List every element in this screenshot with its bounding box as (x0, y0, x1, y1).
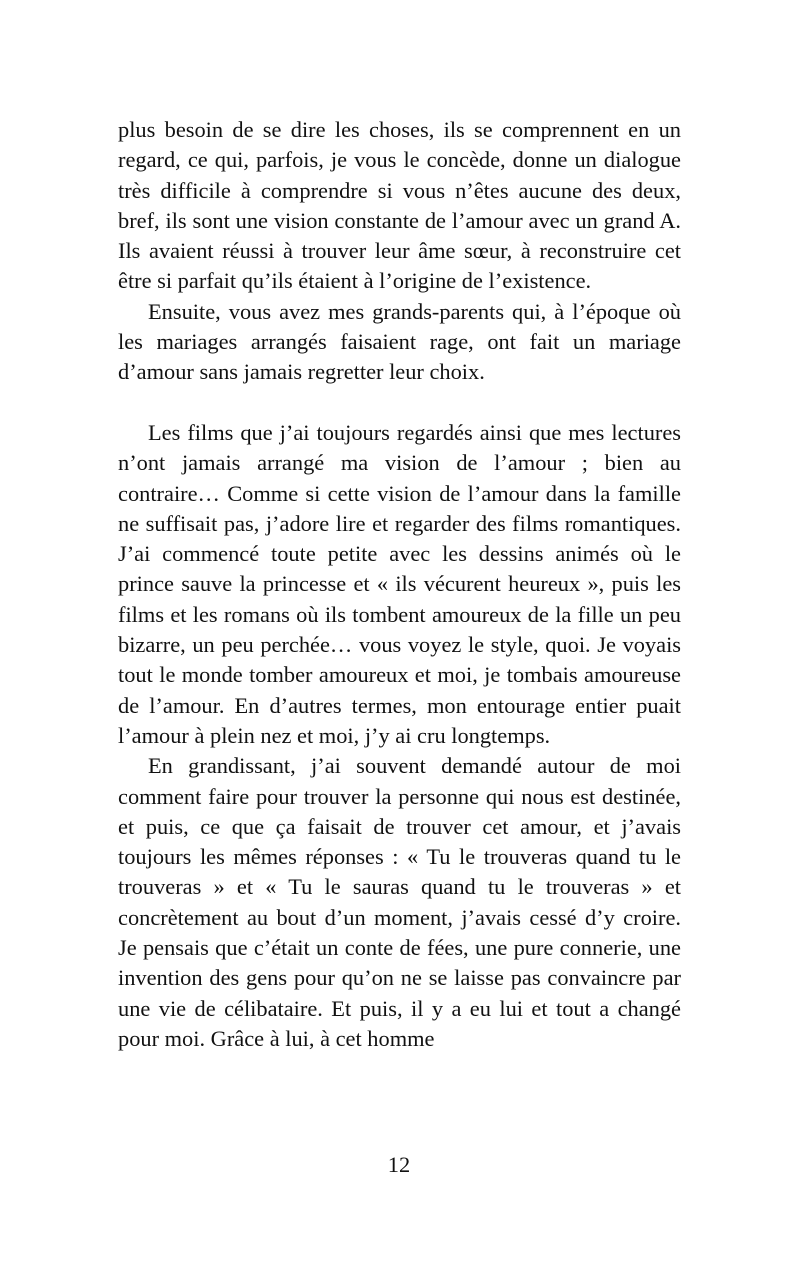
body-text (118, 115, 681, 1054)
paragraph-growing-up: En grandissant, j’ai souvent demandé autour de moi comment faire pour trouver la personne qui nous est destinée, et puis, ce que ça faisait de trouver cet amour, et j’avais toujours les mêmes réponses : « Tu le trouveras quand tu le trouveras » et « Tu le sauras quand tu le trouveras » et concrètement au bout d’un moment, j’avais cessé d’y croire. Je pensais que c’était un conte de fées, une pure connerie, une invention des gens pour qu’on ne se laisse pas convaincre par une vie de célibataire. Et puis, il y a eu lui et tout a changé pour moi. Grâce à lui, à cet homme (118, 753, 681, 1051)
page-number: 12 (387, 1152, 411, 1177)
section-break (118, 388, 681, 418)
paragraph-films: Les films que j’ai toujours regardés ainsi que mes lectures n’ont jamais arrangé ma vision de l’amour ; bien au contraire… Comme si cette vision de l’amour dans la famille ne suffisait pas, j’adore lire et regarder des films romantiques. J’ai commencé toute petite avec les dessins animés où le prince sauve la princesse et « ils vécurent heureux », puis les films et les romans où ils tombent amoureux de la fille un peu bizarre, un peu perchée… vous voyez le style, quoi. Je voyais tout le monde tomber amoureux et moi, je tombais amoureuse de l’amour. En d’autres termes, mon entourage entier puait l’amour à plein nez et moi, j’y ai cru longtemps. (118, 419, 681, 748)
paragraph-grandparents: Ensuite, vous avez mes grands-parents qui, à l’époque où les mariages arrangés faisaient rage, ont fait un mariage d’amour sans jamais regretter leur choix. (118, 298, 681, 385)
paragraph-continuation: plus besoin de se dire les choses, ils se comprennent en un regard, ce qui, parfois, je vous le concède, donne un dialogue très difficile à comprendre si vous n’êtes aucune des deux, bref, ils sont une vision constante de l’amour avec un grand A. Ils avaient réussi à trouver leur âme sœur, à reconstruire cet être si parfait qu’ils étaient à l’origine de l’existence. (118, 117, 681, 294)
